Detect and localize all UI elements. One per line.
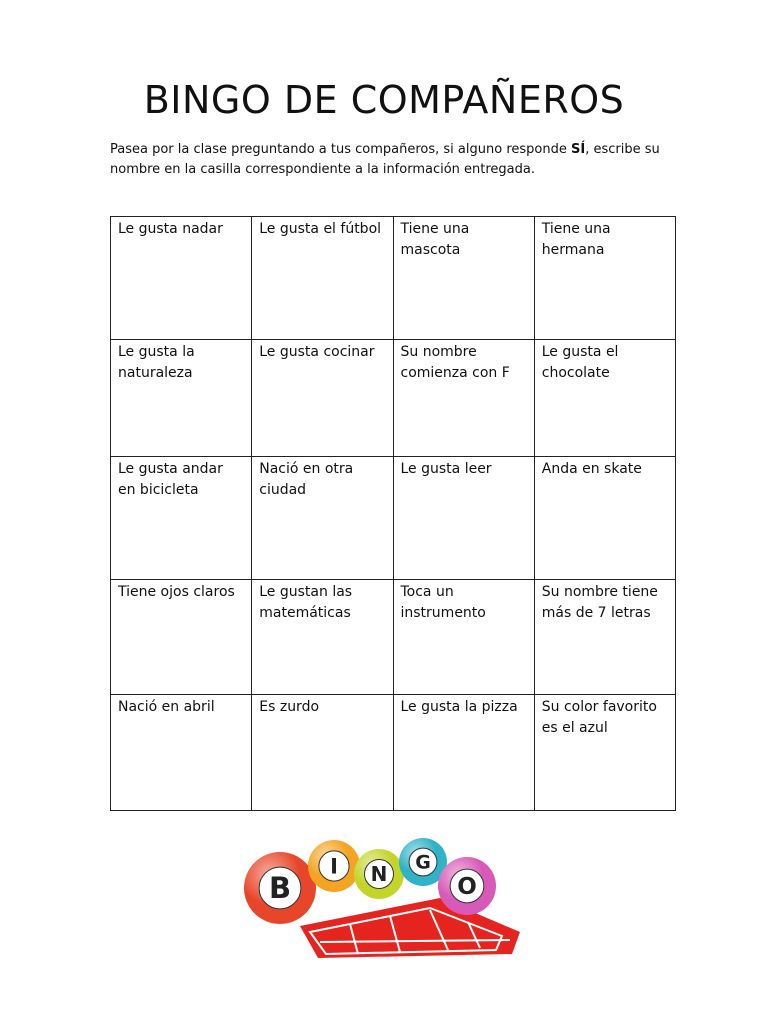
grid-row [111,580,676,695]
bingo-cell[interactable]: Le gusta la pizza [393,695,534,811]
svg-text:O: O [457,874,477,901]
bingo-cell[interactable]: Tiene una hermana [534,217,675,340]
instructions-emphasis: SÍ [570,142,586,157]
bingo-ball-n [354,849,404,899]
bingo-logo [240,836,530,960]
bingo-cell[interactable]: Nació en otra ciudad [252,457,393,580]
bingo-cell[interactable]: Le gusta nadar [111,217,252,340]
bingo-cell[interactable]: Anda en skate [534,457,675,580]
bingo-cell[interactable]: Le gustan las matemáticas [252,580,393,695]
grid-row [111,695,676,811]
svg-text:N: N [370,862,388,886]
bingo-cell[interactable]: Le gusta leer [393,457,534,580]
instructions-after: , escribe su nombre en la casilla correspondiente a la información entregada. [110,142,660,177]
svg-text:I: I [330,854,338,879]
bingo-cell[interactable]: Su color favorito es el azul [534,695,675,811]
bingo-cell[interactable]: Tiene ojos claros [111,580,252,695]
svg-text:G: G [415,851,431,874]
instructions-text [110,140,680,180]
bingo-cell[interactable]: Le gusta andar en bicicleta [111,457,252,580]
bingo-cell[interactable]: Tiene una mascota [393,217,534,340]
bingo-cell[interactable]: Le gusta el chocolate [534,340,675,457]
bingo-cell[interactable]: Le gusta cocinar [252,340,393,457]
instructions-before: Pasea por la clase preguntando a tus compañeros, si alguno responde [110,142,571,157]
grid-row [111,217,676,340]
bingo-ball-b [244,852,316,924]
bingo-cell[interactable]: Le gusta el fútbol [252,217,393,340]
bingo-cell[interactable]: Le gusta la naturaleza [111,340,252,457]
grid-row [111,340,676,457]
bingo-grid [110,216,676,811]
grid-row [111,457,676,580]
bingo-ball-o [438,857,496,915]
page-title: BINGO DE COMPAÑEROS [143,78,625,122]
svg-text:B: B [268,871,292,906]
bingo-ball-i [308,840,360,892]
bingo-cell[interactable]: Nació en abril [111,695,252,811]
bingo-cell[interactable]: Es zurdo [252,695,393,811]
bingo-cell[interactable]: Su nombre comienza con F [393,340,534,457]
bingo-cell[interactable]: Toca un instrumento [393,580,534,695]
bingo-balls [244,838,496,924]
bingo-cell[interactable]: Su nombre tiene más de 7 letras [534,580,675,695]
